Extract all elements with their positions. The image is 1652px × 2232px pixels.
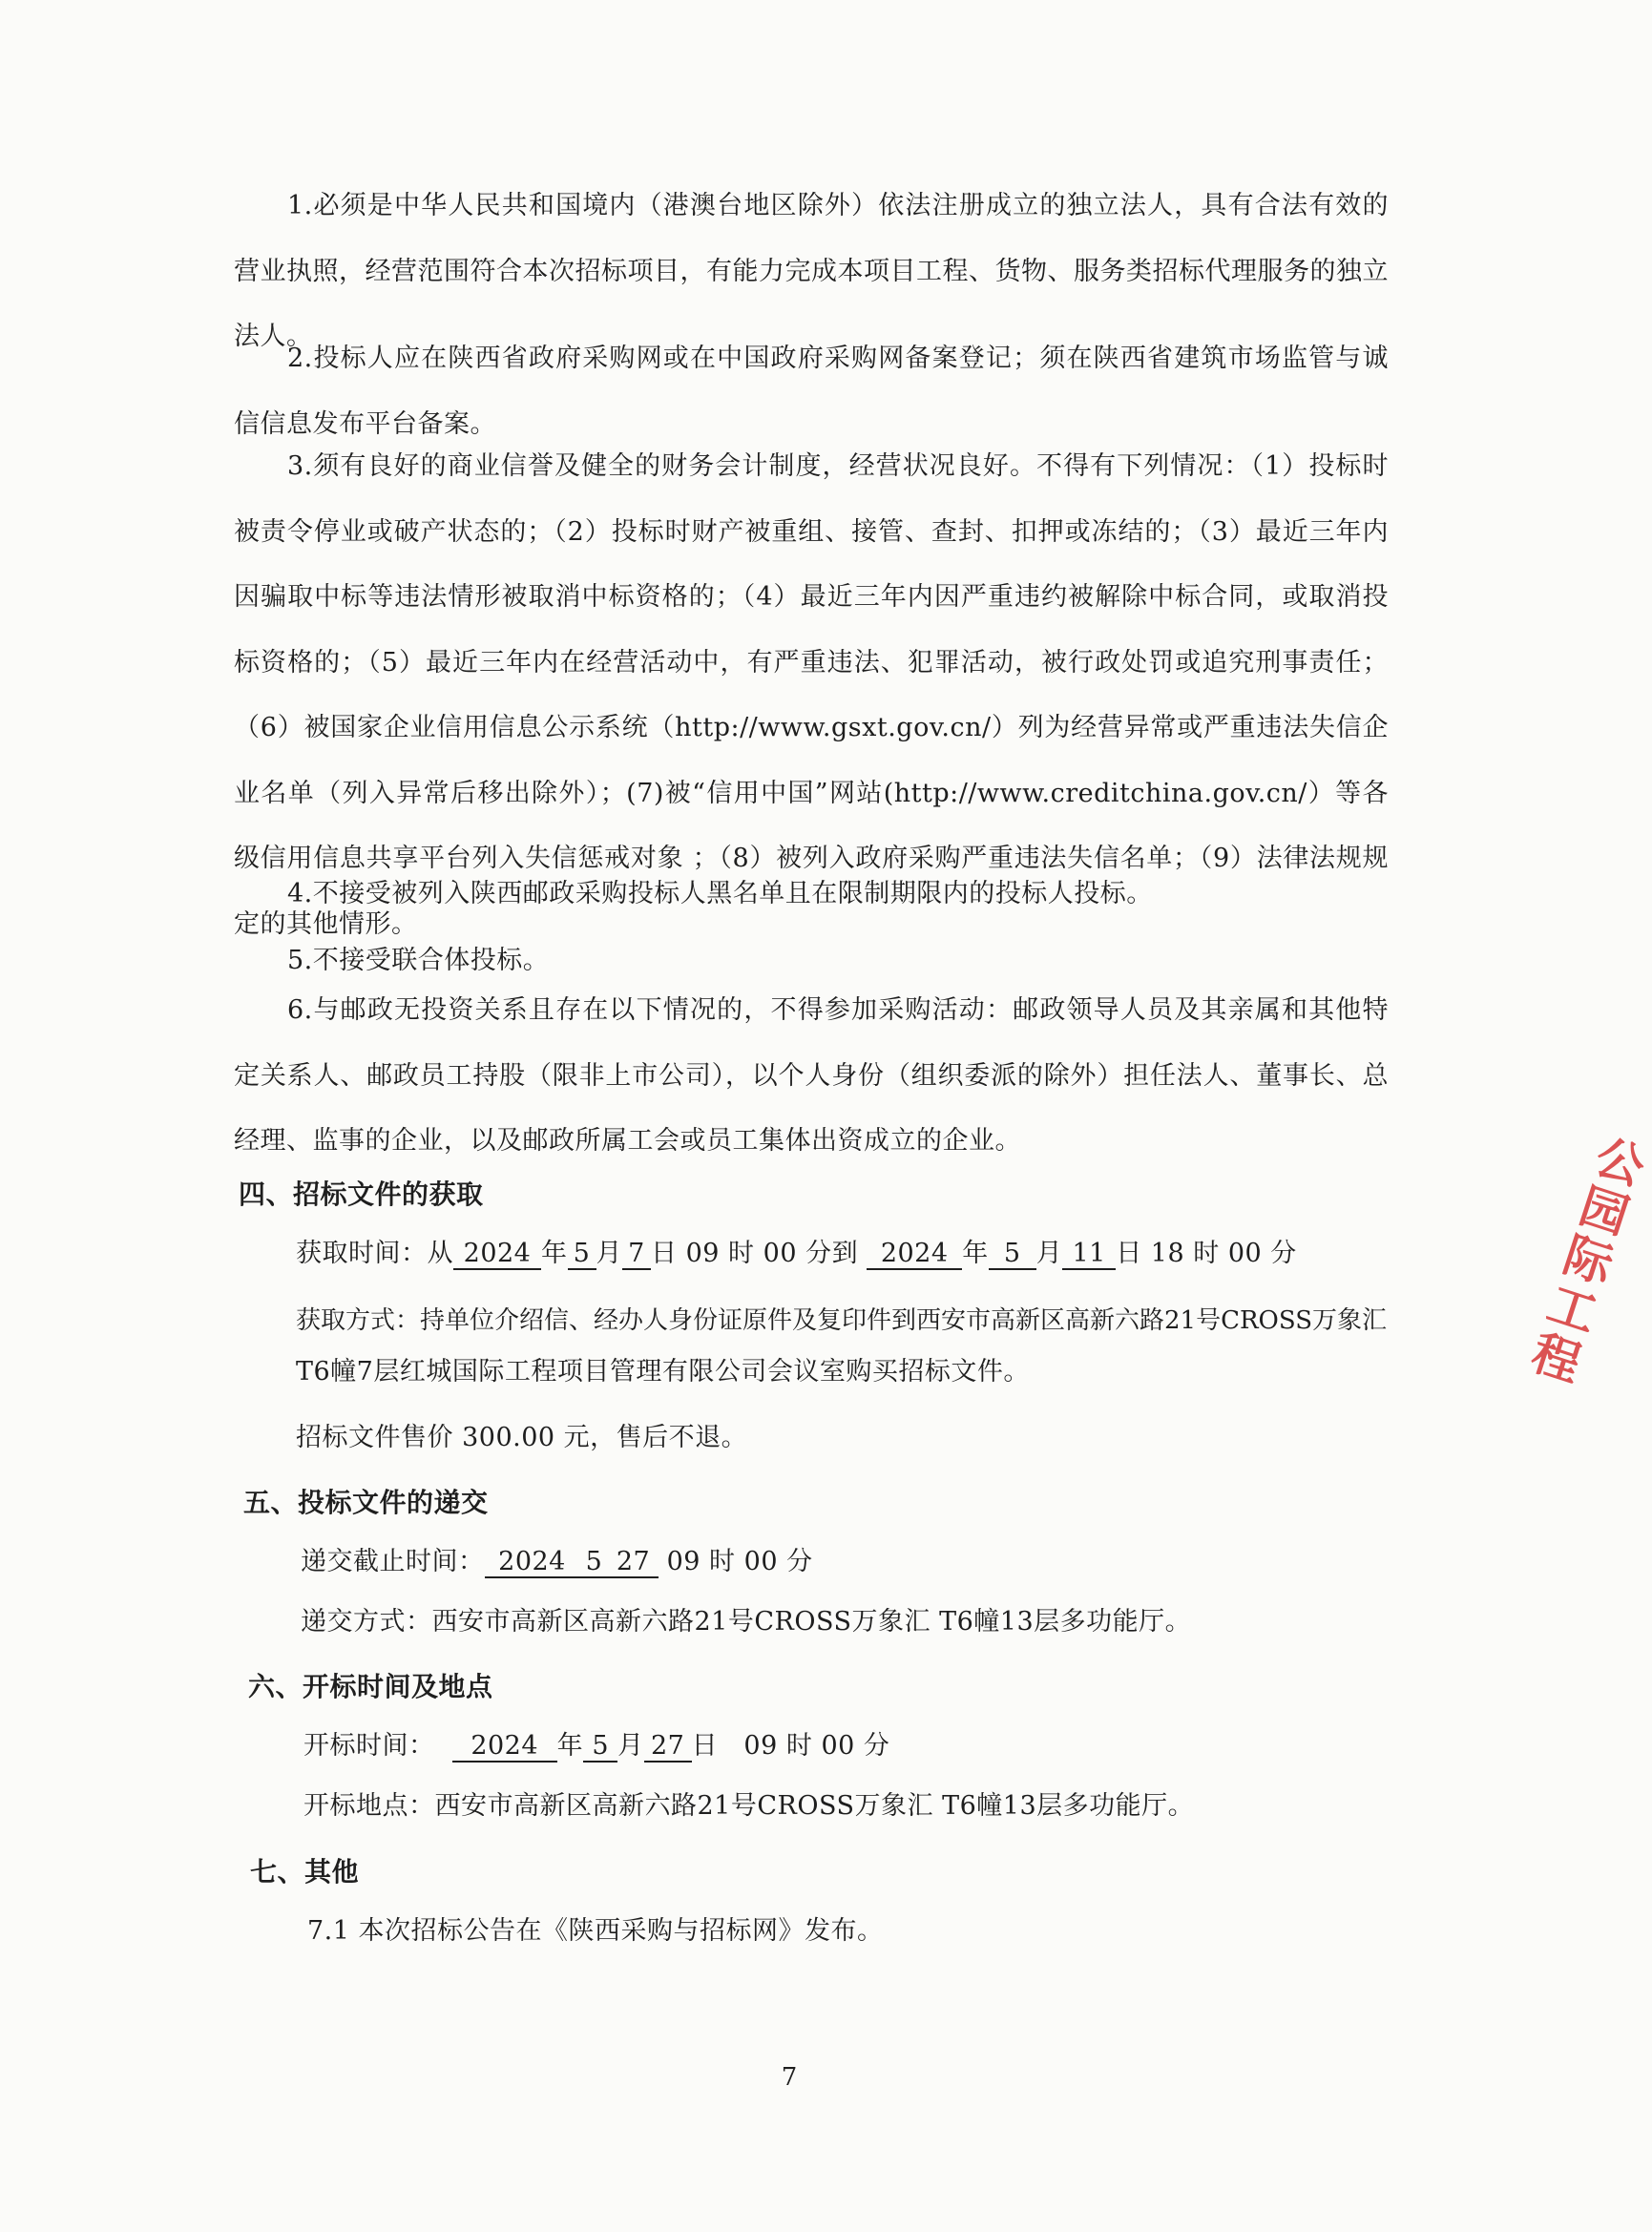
requirement-5: 5.不接受联合体投标。 — [287, 946, 550, 975]
requirement-1: 1.必须是中华人民共和国境内（港澳台地区除外）依法注册成立的独立法人，具有合法有效的营业执照，经营范围符合本次招标项目，有能力完成本项目工程、货物、服务类招标代理服务的独立法人。 — [234, 191, 1389, 351]
submission-method: 递交方式：西安市高新区高新六路21号CROSS万象汇 T6幢13层多功能厅。 — [301, 1607, 1192, 1637]
requirement-6: 6.与邮政无投资关系且存在以下情况的，不得参加采购活动：邮政领导人员及其亲属和其他特定关系人、邮政员工持股（限非上市公司），以个人身份（组织委派的除外）担任法人、董事长、总经理、监事的企业，以及邮政所属工会或员工集体出资成立的企业。 — [234, 995, 1389, 1156]
opening-place: 开标地点：西安市高新区高新六路21号CROSS万象汇 T6幢13层多功能厅。 — [303, 1791, 1195, 1821]
requirement-3: 3.须有良好的商业信誉及健全的财务会计制度，经营状况良好。不得有下列情况：（1）投标时被责令停业或破产状态的；（2）投标时财产被重组、接管、查封、扣押或冻结的；（3）最近三年内因骗取中标等违法情形被取消中标资格的；（4）最近三年内因严重违约被解除中标合同，或取消投标资格的；（5）最近三年内在经营活动中，有严重违法、犯罪活动，被行政处罚或追究刑事责任；（6）被国家企业信用信息公示系统（http://www.gsxt.gov.cn/）列为经营异常或严重违法失信企业名单（列入异常后移出除外）；(7)被“信用中国”网站(http://www.creditchina.gov.cn/）等各级信用信息共享平台列入失信惩戒对象 ；（8）被列入政府采购严重违法失信名单；（9）法律法规规定的其他情形。 — [234, 451, 1389, 939]
acquire-method-line-2: T6幢7层红城国际工程项目管理有限公司会议室购买招标文件。 — [296, 1357, 1030, 1387]
acquire-time-line: 获取时间：从 2024 年 5 月 7 日 09 时 00 分到 2024 年 5 月 11 日 18 时 00 分 — [296, 1239, 1297, 1268]
opening-time-line: 开标时间： 2024 年 5 月 27 日 09 时 00 分 — [303, 1731, 890, 1761]
section-5-title: 五、投标文件的递交 — [243, 1487, 489, 1518]
company-seal: 公园际工程 — [1518, 1128, 1651, 1391]
submission-deadline-line: 递交截止时间： 2024 5 27 09 时 00 分 — [301, 1547, 813, 1576]
document-price: 招标文件售价 300.00 元，售后不退。 — [296, 1423, 748, 1452]
requirement-2: 2.投标人应在陕西省政府采购网或在中国政府采购网备案登记；须在陕西省建筑市场监管与诚信信息发布平台备案。 — [234, 344, 1389, 439]
page-number: 7 — [781, 2063, 798, 2092]
section-4-title: 四、招标文件的获取 — [239, 1179, 484, 1210]
requirement-4: 4.不接受被列入陕西邮政采购投标人黑名单且在限制期限内的投标人投标。 — [287, 879, 1153, 908]
section-7-title: 七、其他 — [250, 1856, 360, 1888]
acquire-method-line-1: 获取方式：持单位介绍信、经办人身份证原件及复印件到西安市高新区高新六路21号CROSS万象汇 — [296, 1306, 1388, 1335]
section-6-title: 六、开标时间及地点 — [248, 1671, 493, 1702]
other-item-7-1: 7.1 本次招标公告在《陕西采购与招标网》发布。 — [307, 1916, 884, 1946]
